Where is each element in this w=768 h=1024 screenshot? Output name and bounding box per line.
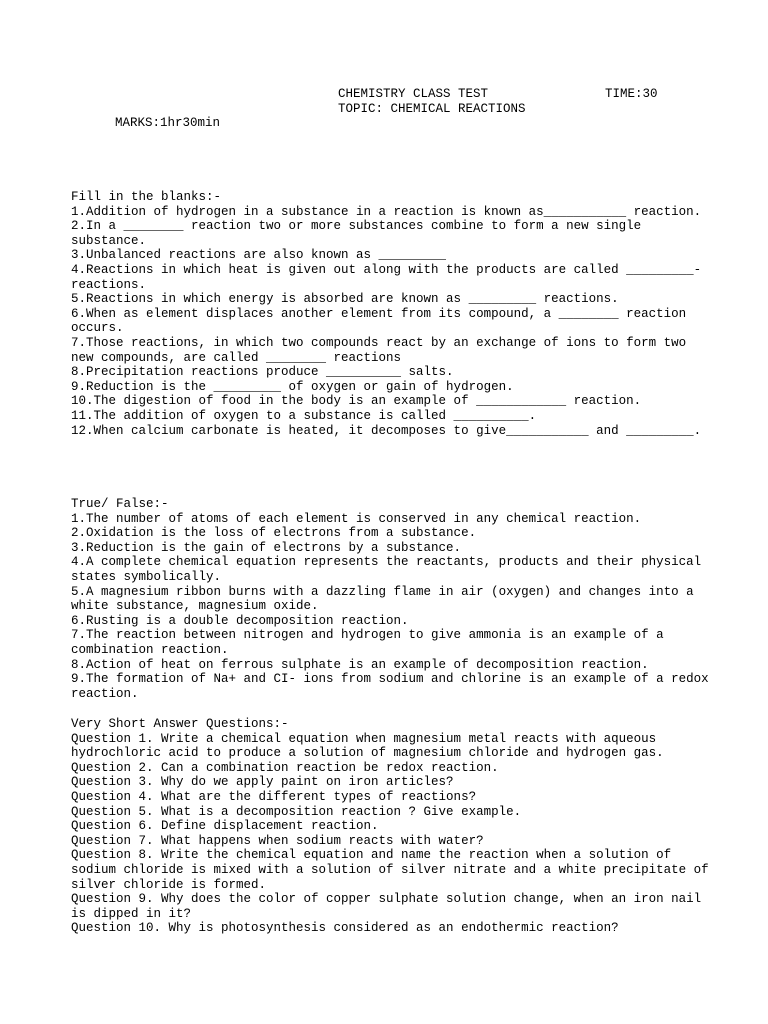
question-item: Question 10. Why is photosynthesis considered as an endothermic reaction?	[71, 921, 619, 936]
question-item: 9.Reduction is the _________ of oxygen or gain of hydrogen.	[71, 379, 514, 394]
short-answer-section	[71, 717, 717, 936]
question-item: 8.Precipitation reactions produce __________ salts.	[71, 365, 454, 380]
question-item: 7.Those reactions, in which two compounds react by an exchange of ions to form two new compounds, are called ________ reactions	[71, 335, 694, 365]
question-item: 5.Reactions in which energy is absorbed are known as _________ reactions.	[71, 292, 619, 307]
section-heading: True/ False:-	[71, 497, 169, 511]
question-item: Question 1. Write a chemical equation when magnesium metal reacts with aqueous hydrochloric acid to produce a solution of magnesium chloride and hydrogen gas.	[71, 731, 664, 761]
question-item: 2.In a ________ reaction two or more substances combine to form a new single substance.	[71, 219, 649, 248]
question-item: 11.The addition of oxygen to a substance is called __________.	[71, 408, 537, 423]
question-item: Question 9. Why does the color of copper sulphate solution change, when an iron nail is dipped in it?	[71, 892, 709, 921]
section-heading: Fill in the blanks:-	[71, 190, 222, 204]
question-item: Question 2. Can a combination reaction be redox reaction.	[71, 760, 499, 775]
time-label: TIME:30	[605, 87, 658, 101]
question-item: 6.When as element displaces another element from its compound, a ________ reaction occurs.	[71, 306, 694, 336]
question-item: Question 5. What is a decomposition reaction ? Give example.	[71, 804, 522, 819]
question-item: 10.The digestion of food in the body is an example of ____________ reaction.	[71, 394, 642, 409]
question-item: 4.A complete chemical equation represents the reactants, products and their physical states symbolically.	[71, 555, 709, 584]
question-item: Question 3. Why do we apply paint on iron articles?	[71, 775, 454, 790]
question-item: 3.Reduction is the gain of electrons by a substance.	[71, 540, 462, 555]
question-item: Question 8. Write the chemical equation and name the reaction when a solution of sodium chloride is mixed with a solution of silver nitrate and a white precipitate of silver chloride is formed.	[71, 848, 717, 892]
question-item: 8.Action of heat on ferrous sulphate is an example of decomposition reaction.	[71, 657, 649, 672]
question-item: 9.The formation of Na+ and CI- ions from sodium and chlorine is an example of a redox reaction.	[71, 672, 717, 701]
topic-label: TOPIC: CHEMICAL REACTIONS	[338, 102, 526, 116]
question-item: 6.Rusting is a double decomposition reaction.	[71, 613, 409, 628]
question-item: 5.A magnesium ribbon burns with a dazzling flame in air (oxygen) and changes into a white substance, magnesium oxide.	[71, 584, 702, 614]
question-item: 4.Reactions in which heat is given out along with the products are called _________- reactions.	[71, 262, 709, 292]
question-item: Question 7. What happens when sodium reacts with water?	[71, 833, 484, 848]
marks-label: MARKS:1hr30min	[115, 116, 221, 130]
question-item: 1.Addition of hydrogen in a substance in a reaction is known as___________ reaction.	[71, 204, 702, 219]
question-item: 2.Oxidation is the loss of electrons from a substance.	[71, 526, 477, 541]
true-false-section	[71, 497, 717, 701]
question-item: 12.When calcium carbonate is heated, it decomposes to give___________ and _________.	[71, 423, 702, 438]
question-item: Question 4. What are the different types of reactions?	[71, 789, 477, 804]
question-item: Question 6. Define displacement reaction.	[71, 819, 379, 834]
question-item: 1.The number of atoms of each element is conserved in any chemical reaction.	[71, 511, 642, 526]
section-heading: Very Short Answer Questions:-	[71, 717, 289, 731]
question-item: 7.The reaction between nitrogen and hydrogen to give ammonia is an example of a combination reaction.	[71, 628, 672, 657]
question-item: 3.Unbalanced reactions are also known as _________	[71, 248, 447, 263]
test-title: CHEMISTRY CLASS TEST	[338, 87, 489, 101]
fill-in-blanks-section	[71, 190, 711, 438]
